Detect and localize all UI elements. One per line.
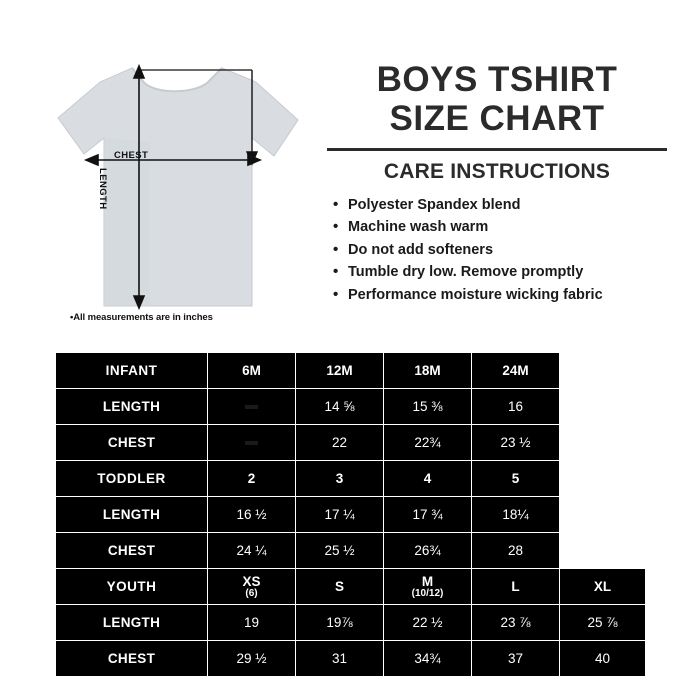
size-header-sub: (6) xyxy=(245,587,258,599)
size-header: 3 xyxy=(296,461,384,497)
value-cell: 29 ½ xyxy=(208,641,296,677)
table-row xyxy=(56,569,646,605)
row-label: CHEST xyxy=(56,641,208,677)
value-cell: 22¾ xyxy=(384,425,472,461)
length-label: LENGTH xyxy=(97,168,108,210)
table-row xyxy=(56,641,646,677)
dash-mark xyxy=(245,441,258,445)
value-cell: 15 ⅜ xyxy=(384,389,472,425)
care-instructions-list xyxy=(327,194,667,306)
row-label: CHEST xyxy=(56,425,208,461)
tshirt-illustration xyxy=(40,50,305,330)
row-label: LENGTH xyxy=(56,389,208,425)
size-chart-table xyxy=(55,352,646,677)
table-row xyxy=(56,353,646,389)
list-item: • Polyester Spandex blend xyxy=(333,194,667,216)
row-label: CHEST xyxy=(56,533,208,569)
value-cell: 24 ¼ xyxy=(208,533,296,569)
empty-cell xyxy=(560,425,646,461)
value-cell: 37 xyxy=(472,641,560,677)
size-header: 6M xyxy=(208,353,296,389)
size-header: 2 xyxy=(208,461,296,497)
table-row xyxy=(56,497,646,533)
list-item: • Do not add softeners xyxy=(333,239,667,261)
empty-cell xyxy=(560,497,646,533)
size-header: 4 xyxy=(384,461,472,497)
size-header: S xyxy=(296,569,384,605)
dash-mark xyxy=(245,405,258,409)
measurement-footnote: •All measurements are in inches xyxy=(70,312,213,323)
tshirt-icon xyxy=(40,50,305,330)
empty-cell xyxy=(560,533,646,569)
size-header: XS (6) xyxy=(208,569,296,605)
value-cell: 16 ½ xyxy=(208,497,296,533)
size-header: 18M xyxy=(384,353,472,389)
section-header-toddler: TODDLER xyxy=(56,461,208,497)
value-cell: 18¼ xyxy=(472,497,560,533)
empty-cell xyxy=(560,461,646,497)
value-cell: 19⅞ xyxy=(296,605,384,641)
value-cell: 22 xyxy=(296,425,384,461)
empty-cell xyxy=(560,353,646,389)
size-header: M (10/12) xyxy=(384,569,472,605)
title-line-1: BOYS TSHIRT xyxy=(376,60,618,99)
section-header-youth: YOUTH xyxy=(56,569,208,605)
value-cell: 17 ¾ xyxy=(384,497,472,533)
value-cell: 16 xyxy=(472,389,560,425)
value-cell: 23 ⅞ xyxy=(472,605,560,641)
table-row xyxy=(56,533,646,569)
value-cell xyxy=(208,389,296,425)
row-label: LENGTH xyxy=(56,605,208,641)
value-cell: 17 ¼ xyxy=(296,497,384,533)
value-cell: 25 ⅞ xyxy=(560,605,646,641)
value-cell: 40 xyxy=(560,641,646,677)
size-header-sub: (10/12) xyxy=(411,587,444,599)
table-row xyxy=(56,389,646,425)
value-cell: 31 xyxy=(296,641,384,677)
value-cell: 26¾ xyxy=(384,533,472,569)
size-header: L xyxy=(472,569,560,605)
size-header: 5 xyxy=(472,461,560,497)
top-section xyxy=(0,0,700,345)
value-cell: 34¾ xyxy=(384,641,472,677)
title-line-2: SIZE CHART xyxy=(389,99,605,138)
table-row xyxy=(56,605,646,641)
value-cell: 23 ½ xyxy=(472,425,560,461)
section-header-infant: INFANT xyxy=(56,353,208,389)
empty-cell xyxy=(560,389,646,425)
value-cell: 25 ½ xyxy=(296,533,384,569)
size-chart-table-wrap xyxy=(55,352,645,677)
chest-label: CHEST xyxy=(114,150,149,161)
info-block xyxy=(327,62,667,306)
page-title xyxy=(327,62,667,136)
value-cell: 14 ⅝ xyxy=(296,389,384,425)
value-cell: 19 xyxy=(208,605,296,641)
list-item: • Machine wash warm xyxy=(333,216,667,238)
care-instructions-title: CARE INSTRUCTIONS xyxy=(383,160,611,183)
list-item: • Performance moisture wicking fabric xyxy=(333,284,667,306)
size-header: 12M xyxy=(296,353,384,389)
title-divider xyxy=(327,148,667,151)
table-row xyxy=(56,461,646,497)
size-header: XL xyxy=(560,569,646,605)
value-cell xyxy=(208,425,296,461)
value-cell: 22 ½ xyxy=(384,605,472,641)
table-row xyxy=(56,425,646,461)
row-label: LENGTH xyxy=(56,497,208,533)
size-header: 24M xyxy=(472,353,560,389)
value-cell: 28 xyxy=(472,533,560,569)
list-item: • Tumble dry low. Remove promptly xyxy=(333,261,667,283)
